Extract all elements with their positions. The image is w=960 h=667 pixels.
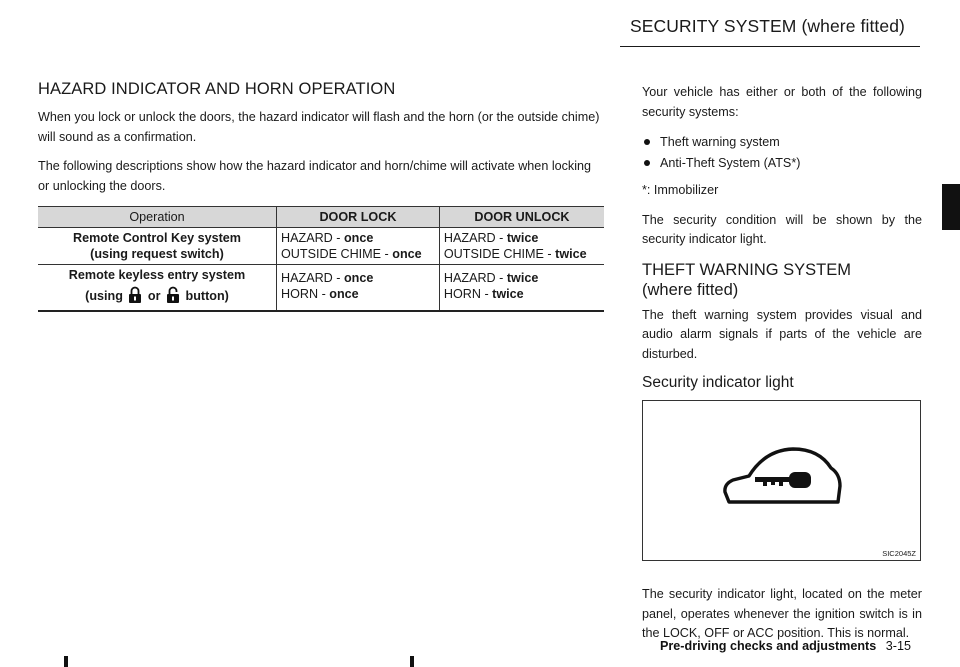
car-key-indicator-icon [719,446,845,506]
theft-warning-heading: THEFT WARNING SYSTEM (where fitted) [642,260,852,299]
security-condition-paragraph: The security condition will be shown by the security indicator light. [642,212,922,246]
hazard-horn-operation-table [38,206,604,312]
table-header-row [38,207,604,228]
security-indicator-paragraph: The security indicator light, located on the meter panel, operates whenever the ignition switch is in the LOCK, OFF or ACC position. This is normal. [642,587,922,640]
page-number: 3-15 [885,639,911,653]
hazard-description-paragraph: The following descriptions show how the hazard indicator and horn/chime will activate when locking or unlocking the doors. [38,159,592,193]
bullet-dot-icon [644,139,650,145]
operation-cell-remote-keyless-entry: Remote keyless entry system (using or button) [38,265,277,312]
hazard-section-heading: HAZARD INDICATOR AND HORN OPERATION [38,80,396,98]
door-lock-cell: HAZARD - once OUTSIDE CHIME - once [277,228,440,265]
chapter-tab-marker [942,184,960,230]
list-item: Anti-Theft System (ATS*) [642,153,922,174]
list-item: Theft warning system [642,132,922,153]
right-column [642,83,922,654]
crop-mark [410,656,414,667]
door-lock-cell: HAZARD - once HORN - once [277,265,440,312]
security-indicator-figure [642,400,921,561]
col-header-door-lock: DOOR LOCK [277,207,440,228]
bullet-dot-icon [644,160,650,166]
immobilizer-footnote: *: Immobilizer [642,183,719,197]
left-column [38,80,604,312]
door-unlock-cell: HAZARD - twice OUTSIDE CHIME - twice [439,228,604,265]
crop-mark [64,656,68,667]
security-systems-list [642,132,922,173]
page-footer [660,639,911,653]
security-indicator-subheading: Security indicator light [642,374,794,391]
figure-code-label: SIC2045Z [882,549,916,558]
page-header-title: SECURITY SYSTEM (where fitted) [630,16,905,36]
col-header-operation: Operation [38,207,277,228]
table-row [38,265,604,312]
header-divider [620,46,920,47]
footer-section-title: Pre-driving checks and adjustments [660,639,877,653]
theft-warning-paragraph: The theft warning system provides visual and audio alarm signals if parts of the vehicle are disturbed. [642,307,922,361]
hazard-intro-paragraph: When you lock or unlock the doors, the hazard indicator will flash and the horn (or the outside chime) will sound as a confirmation. [38,110,600,144]
door-unlock-cell: HAZARD - twice HORN - twice [439,265,604,312]
lock-icon [128,286,142,303]
security-intro-paragraph: Your vehicle has either or both of the following security systems: [642,85,922,119]
unlock-icon [166,286,180,303]
operation-cell-remote-control-key: Remote Control Key system (using request switch) [38,228,277,265]
table-row [38,228,604,265]
col-header-door-unlock: DOOR UNLOCK [439,207,604,228]
